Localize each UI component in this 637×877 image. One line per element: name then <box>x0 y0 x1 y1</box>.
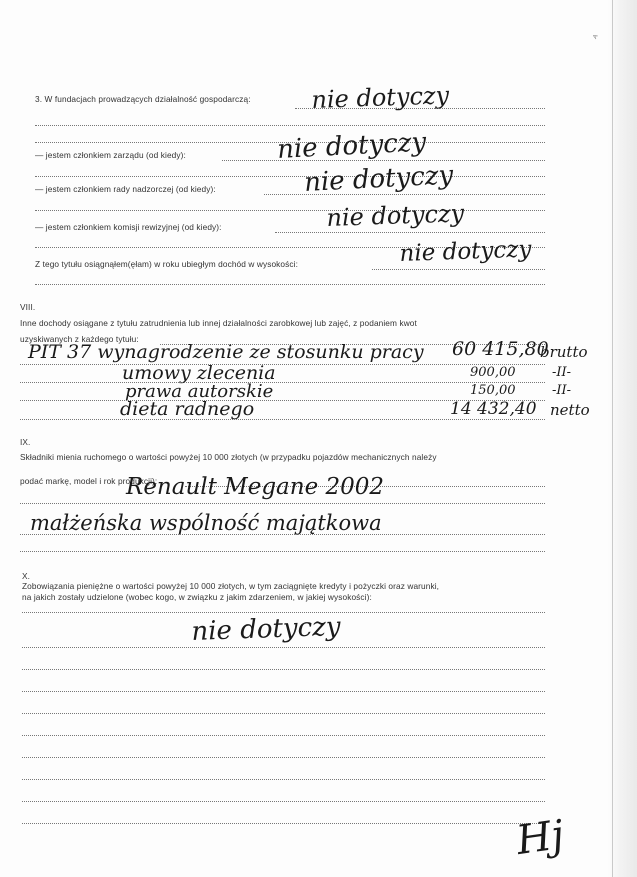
dotted-line <box>22 823 545 824</box>
dotted-line <box>20 419 545 420</box>
income-row-4-note: netto <box>550 401 590 419</box>
dotted-line <box>20 551 545 552</box>
dotted-line <box>22 647 545 648</box>
movable-property-line1: Renault Megane 2002 <box>126 474 385 500</box>
income-row-1-desc: PIT 37 wynagrodzenie ze stosunku pracy <box>28 341 424 363</box>
signature: Hj <box>513 811 567 864</box>
section10-text-line2: na jakich zostały udzielone (wobec kogo, w związku z jakim zdarzeniem, w jakiej wysokości): <box>22 592 372 602</box>
section3-heading-answer: nie dotyczy <box>311 81 450 114</box>
liabilities-answer: nie dotyczy <box>190 611 342 647</box>
dotted-line <box>22 757 545 758</box>
section8-number: VIII. <box>20 302 36 312</box>
income-row-3-desc: prawa autorskie <box>125 381 274 402</box>
dotted-line <box>35 176 545 177</box>
section8-text-line2: uzyskiwanych z każdego tytułu: <box>20 334 139 344</box>
income-row-2-amount: 900,00 <box>470 365 516 380</box>
section9-number: IX. <box>20 437 31 447</box>
supervisory-board-label: — jestem członkiem rady nadzorczej (od kiedy): <box>35 184 216 194</box>
dotted-line <box>20 503 545 504</box>
dotted-line <box>35 125 545 126</box>
audit-committee-answer: nie dotyczy <box>326 199 465 232</box>
dotted-line <box>22 801 545 802</box>
corner-mark: A <box>592 33 600 41</box>
dotted-line <box>22 713 545 714</box>
dotted-line <box>22 779 545 780</box>
income-row-1-amount: 60 415,80 <box>452 338 549 360</box>
income-row-2-note: -II- <box>552 365 572 380</box>
supervisory-board-answer: nie dotyczy <box>303 160 454 198</box>
dotted-line <box>222 160 545 161</box>
dotted-line <box>35 210 545 211</box>
dotted-line <box>295 108 545 109</box>
income-row-4-amount: 14 432,40 <box>450 399 537 419</box>
dotted-line <box>22 669 545 670</box>
section10-number: X. <box>22 571 31 581</box>
dotted-line <box>20 364 545 365</box>
dotted-line <box>275 232 545 233</box>
dotted-line <box>22 735 545 736</box>
section9-text-line1: Składniki mienia ruchomego o wartości powyżej 10 000 złotych (w przypadku pojazdów mechanicznych należy <box>20 452 437 462</box>
movable-property-line2: małżeńska wspólność majątkowa <box>30 511 382 535</box>
dotted-line <box>35 284 545 285</box>
income-answer: nie dotyczy <box>399 236 532 267</box>
income-row-1-note: brutto <box>540 343 588 361</box>
board-member-label: — jestem członkiem zarządu (od kiedy): <box>35 150 186 160</box>
dotted-line <box>20 382 545 383</box>
board-member-answer: nie dotyczy <box>276 127 427 165</box>
income-row-4-desc: dieta radnego <box>120 398 255 420</box>
section3-heading: 3. W fundacjach prowadzących działalność gospodarczą: <box>35 94 251 104</box>
income-row-2-desc: umowy zlecenia <box>122 362 276 384</box>
dotted-line <box>22 691 545 692</box>
section9-text-line2: podać markę, model i rok produkcji): <box>20 476 158 486</box>
section8-text-line1: Inne dochody osiągane z tytułu zatrudnienia lub innej działalności zarobkowej lub zajęć, z podaniem kwot <box>20 318 417 328</box>
audit-committee-label: — jestem członkiem komisji rewizyjnej (od kiedy): <box>35 222 222 232</box>
income-row-3-amount: 150,00 <box>470 383 516 398</box>
page-edge-line <box>612 0 613 877</box>
section10-text-line1: Zobowiązania pieniężne o wartości powyżej 10 000 złotych, w tym zaciągnięte kredyty i pożyczki oraz warunki, <box>22 581 440 591</box>
income-row-3-note: -II- <box>552 383 572 398</box>
dotted-line <box>372 269 545 270</box>
dotted-line <box>20 534 545 535</box>
income-label: Z tego tytułu osiągnąłem(ęłam) w roku ubiegłym dochód w wysokości: <box>35 259 298 269</box>
